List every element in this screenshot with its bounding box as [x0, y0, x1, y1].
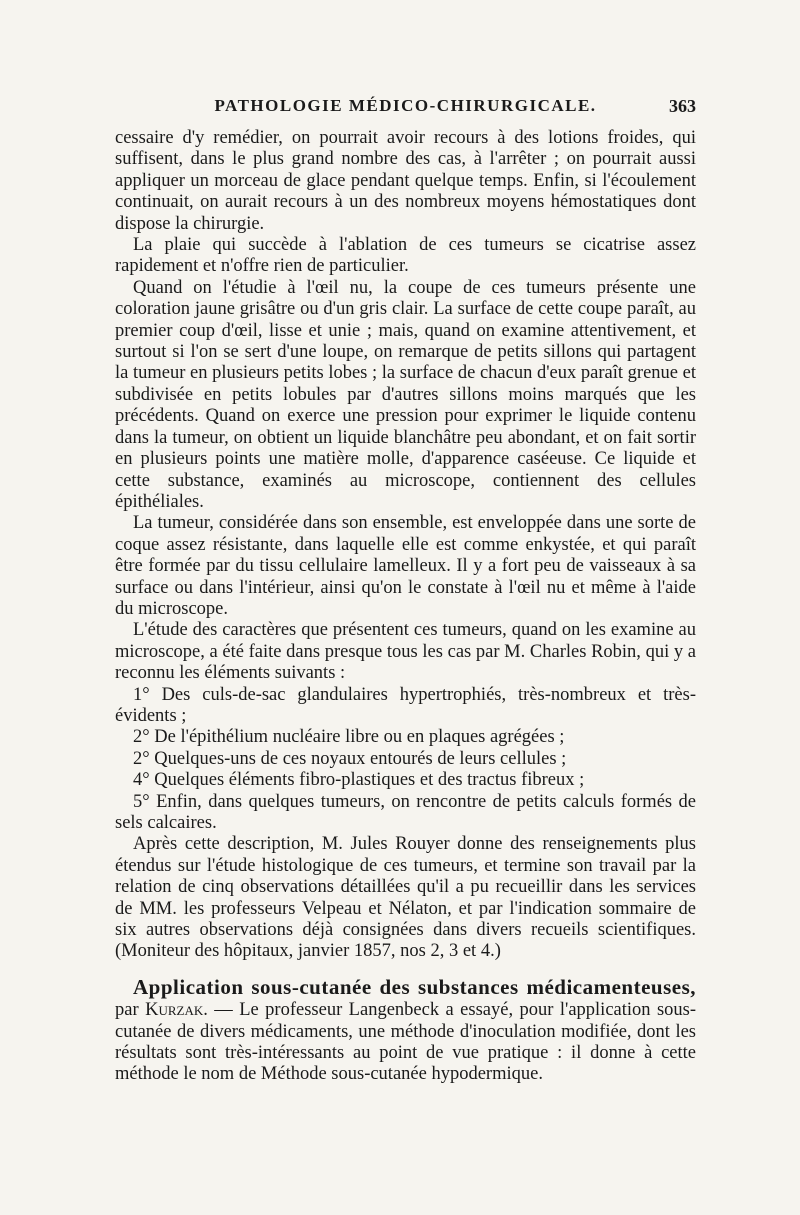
- paragraph: Après cette description, M. Jules Rouyer donne des renseignements plus étendus sur l'étude histologique de ces tumeurs, et termine son travail par la relation de cinq observations détaillées qu'il a pu recueillir dans les services de MM. les professeurs Velpeau et Nélaton, et par l'indication sommaire de six autres observations déjà consignées dans divers recueils scientifiques. (Moniteur des hôpitaux, janvier 1857, nos 2, 3 et 4.): [115, 834, 696, 962]
- paragraph: Quand on l'étudie à l'œil nu, la coupe de ces tumeurs présente une coloration jaune grisâtre ou d'un gris clair. La surface de cette coupe paraît, au premier coup d'œil, lisse et unie ; mais, quand on examine attentivement, et surtout si l'on se sert d'une loupe, on remarque de petits sillons qui partagent la tumeur en plusieurs petits lobes ; la surface de chacun d'eux paraît grenue et subdivisée en petits lobules par d'autres sillons moins marqués que les précédents. Quand on exerce une pression pour exprimer le liquide contenu dans la tumeur, on obtient un liquide blanchâtre peu abondant, et on fait sortir en plusieurs points une matière molle, d'apparence caséeuse. Ce liquide et cette substance, examinés au microscope, contiennent des cellules épithéliales.: [115, 277, 696, 512]
- author-name: Kurzak.: [145, 1000, 208, 1021]
- byline-prefix: par: [115, 1000, 139, 1021]
- list-item: 4° Quelques éléments fibro-plastiques et des tractus fibreux ;: [133, 770, 585, 791]
- section-text: — Le professeur Langenbeck a essayé, pour l'application sous-cutanée de divers médicaments, une méthode d'inoculation modifiée, dont les résultats sont très-intéressants au point de vue pratique : il donne à cette méthode le nom de Méthode sous-cutanée hypodermique.: [115, 1000, 697, 1085]
- running-title: PATHOLOGIE MÉDICO-CHIRURGICALE.: [214, 96, 597, 115]
- elements-list: [115, 685, 696, 835]
- paragraph-continuation: cessaire d'y remédier, on pourrait avoir recours à des lotions froides, qui suffisent, dans le plus grand nombre des cas, à l'arrêter ; on pourrait aussi appliquer un morceau de glace pendant quelque temps. Enfin, si l'écoulement continuait, on aurait recours à un des nombreux moyens hémostatiques dont dispose la chirurgie.: [115, 128, 696, 234]
- body-text: [115, 128, 696, 1086]
- list-item: 2° De l'épithélium nucléaire libre ou en plaques agrégées ;: [133, 727, 565, 748]
- list-item: 1° Des culs-de-sac glandulaires hypertrophiés, très-nombreux et très-évidents ;: [115, 684, 696, 726]
- paragraph: La tumeur, considérée dans son ensemble, est enveloppée dans une sorte de coque assez résistante, dans laquelle elle est comme enkystée, et qui paraît être formée par du tissu cellulaire lamelleux. Il y a fort peu de vaisseaux à sa surface ou dans l'intérieur, ainsi qu'on le constate à l'œil nu et même à l'aide du microscope.: [115, 513, 696, 619]
- page-number: 363: [669, 96, 696, 116]
- paragraph: La plaie qui succède à l'ablation de ces tumeurs se cicatrise assez rapidement et n'offre rien de particulier.: [115, 235, 696, 277]
- list-item: 2° Quelques-uns de ces noyaux entourés de leurs cellules ;: [133, 748, 567, 769]
- paragraph: L'étude des caractères que présentent ces tumeurs, quand on les examine au microscope, a été faite dans presque tous les cas par M. Charles Robin, qui y a reconnu les éléments suivants :: [115, 620, 696, 684]
- section-heading: Application sous-cutanée des substances médicamenteuses,: [133, 974, 696, 999]
- list-item: 5° Enfin, dans quelques tumeurs, on rencontre de petits calculs formés de sels calcaires.: [115, 791, 696, 833]
- section-paragraph: [115, 974, 697, 1086]
- running-header: [115, 96, 696, 124]
